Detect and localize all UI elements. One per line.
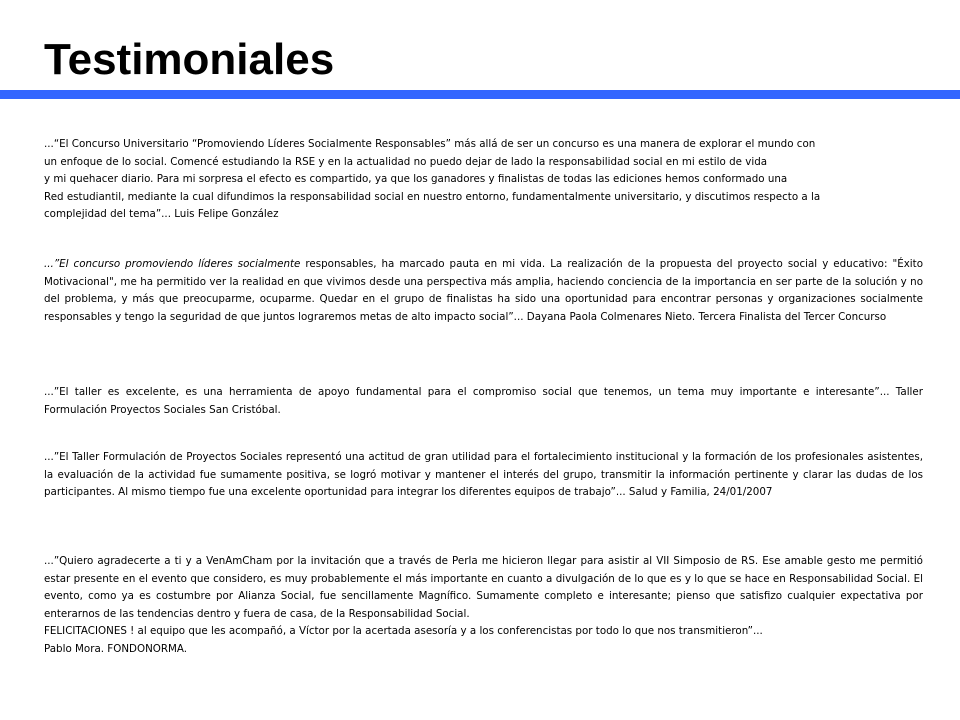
testimonial-pablo-mora [44,553,923,658]
testimonial-salud-y-familia [44,449,923,502]
testimonial-dayana-paola [44,256,923,326]
testimonial-text: responsables, ha marcado pauta en mi vida. La realización de la propuesta del proyecto social y educativo: "Éxito Motivacional", me ha permitido ver la realidad en que vivimos desde una perspectiva más amplia, haciendo conciencia de la importancia en ser parte de la solución y no del problema, y más que preocuparme, ocuparme. Quedar en el grupo de finalistas ha sido una oportunidad para encontrar personas y organizaciones socialmente responsables y tengo la seguridad de que juntos lograremos metas de alto impacto social”... Dayana Paola Colmenares Nieto. Tercera Finalista del Tercer Concurso [44,258,923,323]
testimonial-line: ...“El Concurso Universitario “Promoviendo Líderes Socialmente Responsables” más allá de ser un concurso es una manera de explorar el mundo con [44,138,816,150]
testimonial-text: ...”El Taller Formulación de Proyectos Sociales representó una actitud de gran utilidad para el fortalecimiento institucional y la formación de los profesionales asistentes, la evaluación de la actividad fue sumamente positiva, se logró motivar y mantener el interés del grupo, transmitir la información pertinente y clarar las dudas de los participantes. Al mismo tiempo fue una excelente oportunidad para integrar los diferentes equipos de trabajo”... Salud y Familia, 24/01/2007 [44,451,923,498]
testimonial-text: ...”El taller es excelente, es una herramienta de apoyo fundamental para el compromiso social que tenemos, un tema muy importante e interesante”... Taller Formulación Proyectos Sociales San Cristóbal. [44,386,923,416]
testimonial-italic-lead: ...”El concurso promoviendo líderes socialmente [44,258,301,270]
testimonial-line: complejidad del tema”... Luis Felipe González [44,208,279,220]
title-divider [0,90,960,99]
testimonial-luis-felipe [44,136,923,224]
page-title: Testimoniales [44,35,335,84]
testimonial-taller-san-cristobal [44,384,923,419]
testimonial-signature: Pablo Mora. FONDONORMA. [44,642,188,655]
testimonial-line: Red estudiantil, mediante la cual difundimos la responsabilidad social en nuestro entorno, fundamentalmente universitario, y discutimos respecto a la [44,190,821,203]
testimonial-line: y mi quehacer diario. Para mi sorpresa el efecto es compartido, ya que los ganadores y finalistas de todas las ediciones hemos conformado una [44,173,788,185]
testimonial-line: FELICITACIONES ! al equipo que les acompañó, a Víctor por la acertada asesoría y a los conferencistas por todo lo que nos transmitieron”... [44,625,763,637]
testimonial-line: un enfoque de lo social. Comencé estudiando la RSE y en la actualidad no puedo dejar de lado la responsabilidad social en mi estilo de vida [44,155,768,168]
testimonial-text: ...”Quiero agradecerte a ti y a VenAmCham por la invitación que a través de Perla me hicieron llegar para asistir al VII Simposio de RS. Ese amable gesto me permitió estar presente en el evento que considero, es muy probablemente el más importante en cuanto a divulgación de lo que es y lo que se hace en Responsabilidad Social. El evento, como ya es costumbre por Alianza Social, fue sencillamente Magnífico. Sumamente completo e interesante; pienso que satisfizo cualquier expectativa por enterarnos de las tendencias dentro y fuera de casa, de la Responsabilidad Social. [44,555,923,620]
